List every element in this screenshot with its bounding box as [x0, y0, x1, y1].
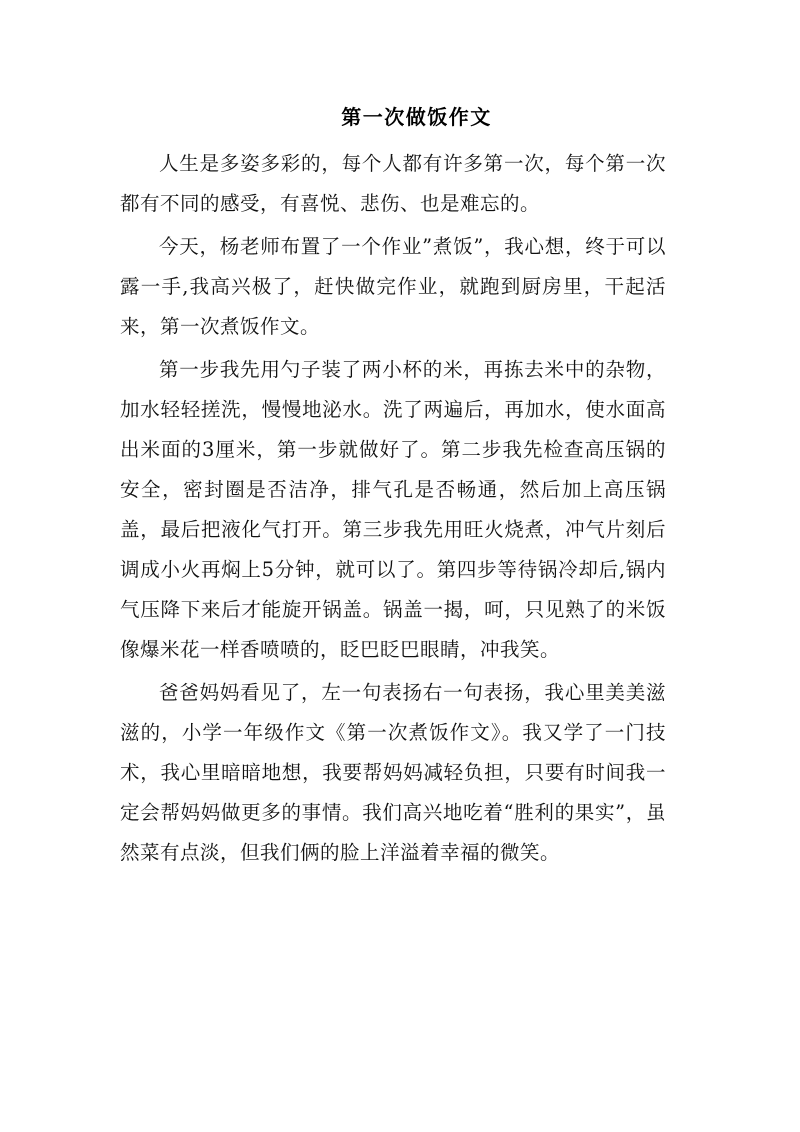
paragraph-steps: 第一步我先用勺子装了两小杯的米，再拣去米中的杂物，加水轻轻搓洗，慢慢地泌水。洗了两遍后，再加水，使水面高出米面的3厘米，第一步就做好了。第二步我先检查高压锅的安全，密封圈是否洁净，排气孔是否畅通，然后加上高压锅盖，最后把液化气打开。第三步我先用旺火烧煮，冲气片刻后调成小火再焖上5分钟，就可以了。第四步等待锅冷却后,锅内气压降下来后才能旋开锅盖。锅盖一揭，呵，只见熟了的米饭像爆米花一样香喷喷的，眨巴眨巴眼睛，冲我笑。 — [120, 358, 666, 661]
document-body — [120, 144, 666, 873]
document-title: 第一次做饭作文 — [341, 105, 492, 129]
paragraph-intro: 人生是多姿多彩的，每个人都有许多第一次，每个第一次都有不同的感受，有喜悦、悲伤、也是难忘的。 — [120, 152, 666, 215]
paragraph-conclusion: 爸爸妈妈看见了，左一句表扬右一句表扬，我心里美美滋滋的，小学一年级作文《第一次煮饭作文》。我又学了一门技术，我心里暗暗地想，我要帮妈妈减轻负担，只要有时间我一定会帮妈妈做更多的事情。我们高兴地吃着“胜利的果实”，虽然菜有点淡，但我们俩的脸上洋溢着幸福的微笑。 — [120, 681, 666, 864]
paragraph-assignment: 今天，杨老师布置了一个作业”煮饭”，我心想，终于可以露一手,我高兴极了，赶快做完作业，就跑到厨房里，干起活来，第一次煮饭作文。 — [120, 235, 666, 338]
